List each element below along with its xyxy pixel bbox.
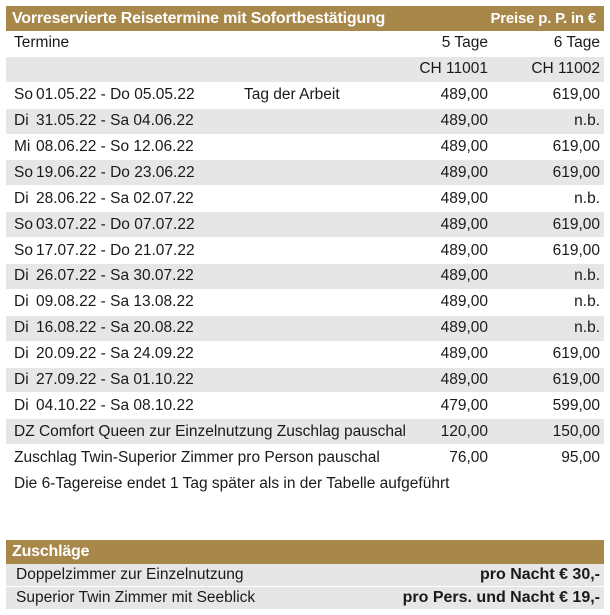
code-6: CH 11002 xyxy=(531,60,600,78)
row-day: Di xyxy=(14,396,29,414)
row-label xyxy=(6,319,396,337)
table-row xyxy=(6,109,604,135)
table-row xyxy=(6,238,604,264)
row-price-5: 489,00 xyxy=(440,267,488,285)
row-label xyxy=(6,267,396,285)
table-row xyxy=(6,342,604,368)
extra-label: Zuschlag Twin-Superior Zimmer pro Person pauschal xyxy=(14,448,380,466)
row-day: Di xyxy=(14,267,29,285)
code-header-row xyxy=(6,57,604,83)
col-5-tage: 5 Tage xyxy=(441,34,488,52)
row-price-6: n.b. xyxy=(574,267,600,285)
row-date-range: 20.09.22 - Sa 24.09.22 xyxy=(36,345,194,363)
extra-price-6: 150,00 xyxy=(552,422,600,440)
row-date-range: 09.08.22 - Sa 13.08.22 xyxy=(36,293,194,311)
table-row xyxy=(6,393,604,419)
price-note: Preise p. P. in € xyxy=(490,10,596,27)
row-price-6: 599,00 xyxy=(552,396,600,414)
col-termine: Termine xyxy=(14,34,70,52)
row-price-5: 489,00 xyxy=(440,189,488,207)
table-header-bar xyxy=(6,6,604,31)
table-title: Vorreservierte Reisetermine mit Sofortbestätigung xyxy=(12,9,386,27)
row-label xyxy=(6,293,396,311)
date-rows xyxy=(6,83,604,420)
travel-dates-table xyxy=(6,6,604,497)
row-price-5: 489,00 xyxy=(440,241,488,259)
row-label xyxy=(6,190,396,208)
table-row xyxy=(6,160,604,186)
row-price-5: 479,00 xyxy=(440,396,488,414)
surcharge-value: pro Pers. und Nacht € 19,- xyxy=(402,589,600,606)
row-price-6: 619,00 xyxy=(552,163,600,181)
surcharge-label: Doppelzimmer zur Einzelnutzung xyxy=(16,566,244,583)
row-date-range: 28.06.22 - Sa 02.07.22 xyxy=(36,189,194,207)
row-price-6: 619,00 xyxy=(552,241,600,259)
row-price-5: 489,00 xyxy=(440,112,488,130)
row-day: Di xyxy=(14,293,29,311)
surcharges-title: Zuschläge xyxy=(12,543,90,560)
row-label xyxy=(6,164,396,182)
extra-price-6: 95,00 xyxy=(561,448,600,466)
surcharge-label: Superior Twin Zimmer mit Seeblick xyxy=(16,589,256,606)
table-row xyxy=(6,264,604,290)
table-row xyxy=(6,83,604,109)
row-label xyxy=(6,216,396,234)
extra-rows xyxy=(6,419,604,471)
row-day: Di xyxy=(14,319,29,337)
row-price-6: n.b. xyxy=(574,112,600,130)
row-price-5: 489,00 xyxy=(440,371,488,389)
row-day: Di xyxy=(14,112,29,130)
surcharge-rows xyxy=(6,564,604,610)
table-row xyxy=(6,186,604,212)
extra-price-5: 120,00 xyxy=(440,422,488,440)
row-price-5: 489,00 xyxy=(440,86,488,104)
table-row xyxy=(6,316,604,342)
extra-row xyxy=(6,419,604,445)
row-price-6: n.b. xyxy=(574,189,600,207)
row-price-6: 619,00 xyxy=(552,215,600,233)
row-price-5: 489,00 xyxy=(440,215,488,233)
row-day: Mi xyxy=(14,138,31,155)
row-price-5: 489,00 xyxy=(440,345,488,363)
row-day: Di xyxy=(14,371,29,389)
row-date-range: 04.10.22 - Sa 08.10.22 xyxy=(36,396,194,414)
surcharge-row xyxy=(6,564,604,587)
table-row xyxy=(6,368,604,394)
row-label xyxy=(6,397,396,415)
row-label xyxy=(6,112,396,130)
row-date-range: 17.07.22 - Do 21.07.22 xyxy=(36,241,195,259)
row-price-5: 489,00 xyxy=(440,319,488,337)
row-day: Di xyxy=(14,189,29,207)
row-date-range: 19.06.22 - Do 23.06.22 xyxy=(36,163,195,181)
row-date-range: 01.05.22 - Do 05.05.22 xyxy=(36,86,195,104)
row-day: So xyxy=(14,241,33,259)
row-day: So xyxy=(14,163,33,181)
row-date-range: 31.05.22 - Sa 04.06.22 xyxy=(36,112,194,130)
row-label xyxy=(6,86,396,104)
row-label xyxy=(6,138,396,156)
column-header-row xyxy=(6,31,604,57)
row-price-6: n.b. xyxy=(574,293,600,311)
table-row xyxy=(6,290,604,316)
row-label xyxy=(6,371,396,389)
col-6-tage: 6 Tage xyxy=(553,34,600,52)
row-date-range: 03.07.22 - Do 07.07.22 xyxy=(36,215,195,233)
footnote: Die 6-Tagereise endet 1 Tag später als in der Tabelle aufgeführt xyxy=(14,474,450,492)
table-row xyxy=(6,135,604,161)
row-day: So xyxy=(14,215,33,233)
row-day: So xyxy=(14,86,33,104)
surcharges-header xyxy=(6,540,604,564)
row-price-6: 619,00 xyxy=(552,371,600,389)
row-date-range: 27.09.22 - Sa 01.10.22 xyxy=(36,371,194,389)
footnote-row xyxy=(6,471,604,497)
row-price-6: n.b. xyxy=(574,319,600,337)
extra-label: DZ Comfort Queen zur Einzelnutzung Zuschlag pauschal xyxy=(14,422,407,440)
row-price-5: 489,00 xyxy=(440,138,488,155)
row-price-5: 489,00 xyxy=(440,163,488,181)
row-price-6: 619,00 xyxy=(552,86,600,104)
extra-row xyxy=(6,445,604,471)
extra-price-5: 76,00 xyxy=(449,448,488,466)
surcharge-value: pro Nacht € 30,- xyxy=(479,566,600,583)
row-note: Tag der Arbeit xyxy=(244,86,340,104)
row-price-5: 489,00 xyxy=(440,293,488,311)
row-date-range: 08.06.22 - So 12.06.22 xyxy=(36,138,194,155)
table-row xyxy=(6,212,604,238)
row-price-6: 619,00 xyxy=(552,345,600,363)
row-date-range: 16.08.22 - Sa 20.08.22 xyxy=(36,319,194,337)
surcharge-row xyxy=(6,587,604,610)
row-label xyxy=(6,242,396,260)
row-day: Di xyxy=(14,345,29,363)
row-price-6: 619,00 xyxy=(552,138,600,155)
row-label xyxy=(6,345,396,363)
code-5: CH 11001 xyxy=(419,60,488,78)
surcharges-box xyxy=(6,540,604,610)
row-date-range: 26.07.22 - Sa 30.07.22 xyxy=(36,267,194,285)
